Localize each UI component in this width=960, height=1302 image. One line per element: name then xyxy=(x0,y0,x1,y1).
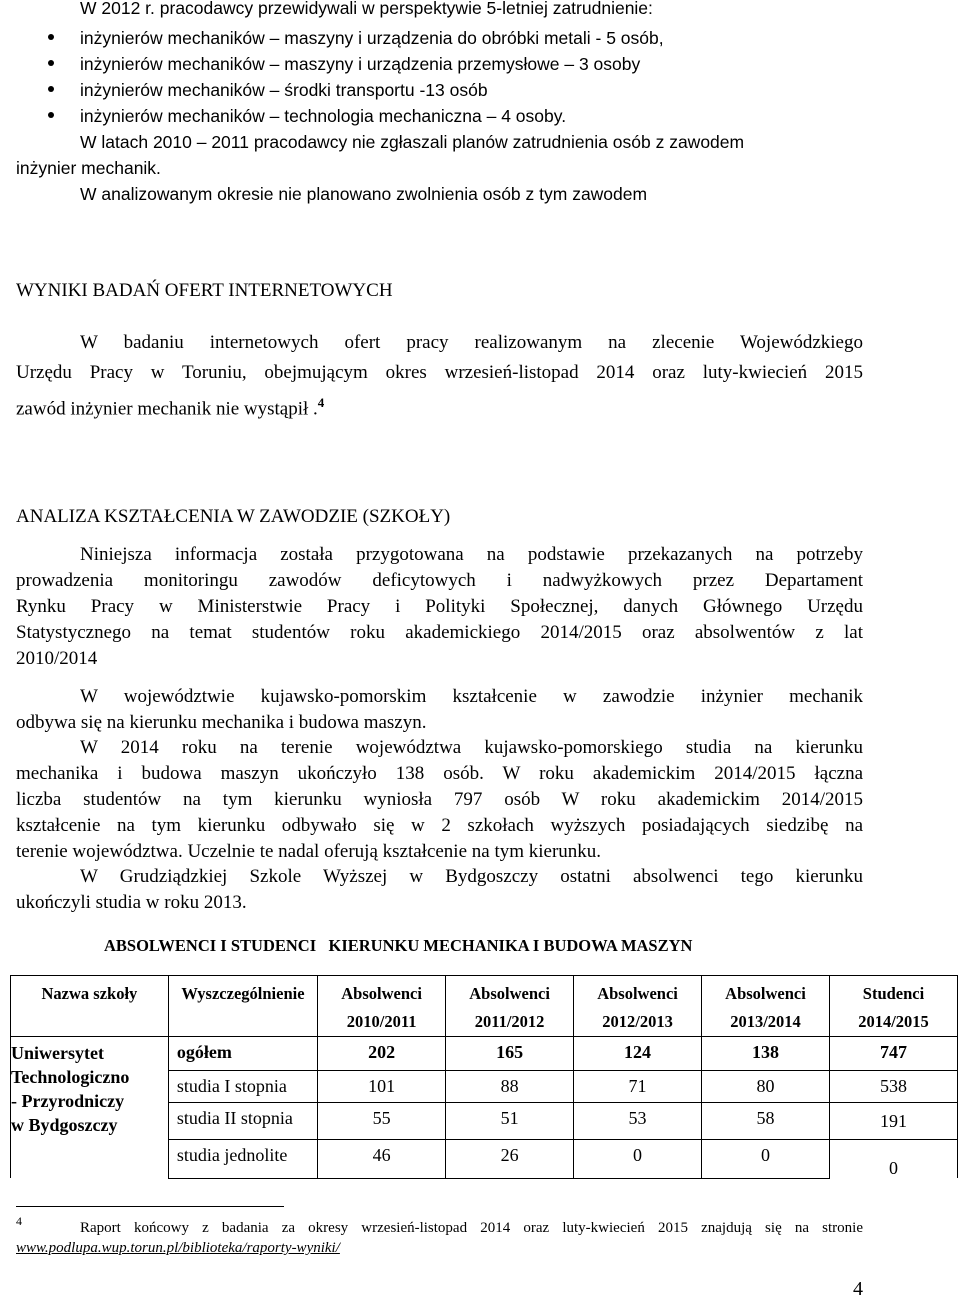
table-cell: 747 xyxy=(830,1037,958,1071)
bullet-icon xyxy=(48,86,54,92)
footnote-number: 4 xyxy=(16,1214,22,1228)
row-label: studia jednolite xyxy=(168,1140,317,1179)
header-cell: Wyszczególnienie xyxy=(168,976,317,1037)
paragraph-line: W badaniu internetowych ofert pracy realizowanym na zlecenie Wojewódzkiego xyxy=(80,332,863,353)
table-cell: 51 xyxy=(446,1103,574,1140)
row-label: ogółem xyxy=(168,1037,317,1071)
paragraph-line: Niniejsza informacja została przygotowana na podstawie przekazanych na potrzeby xyxy=(80,544,863,565)
paragraph-line: Statystycznego na temat studentów roku akademickiego 2014/2015 oraz absolwentów z lat xyxy=(16,622,863,643)
footnote-ref: 4 xyxy=(317,395,325,410)
table-cell: 80 xyxy=(702,1071,830,1103)
bullet-item: inżynierów mechaników – maszyny i urządzenia do obróbki metali - 5 osób, xyxy=(80,28,664,48)
section-heading: WYNIKI BADAŃ OFERT INTERNETOWYCH xyxy=(16,280,393,301)
row-label: studia I stopnia xyxy=(168,1071,317,1103)
paragraph-line: mechanika i budowa maszyn ukończyło 138 osób. W roku akademickim 2014/2015 łączna xyxy=(16,763,863,784)
paragraph-line: ukończyli studia w roku 2013. xyxy=(16,892,247,913)
table-header-row xyxy=(11,976,958,1037)
table-cell: 58 xyxy=(702,1103,830,1140)
footnote-text: Raport końcowy z badania za okresy wrzesień-listopad 2014 oraz luty-kwiecień 2015 znajdują się na stronie xyxy=(80,1220,863,1236)
paragraph-line: terenie województwa. Uczelnie te nadal oferują kształcenie na tym kierunku. xyxy=(16,841,602,862)
table-cell: 88 xyxy=(446,1071,574,1103)
paragraph-line: liczba studentów na tym kierunku wyniosła 797 osób W roku akademickim 2014/2015 xyxy=(16,789,863,810)
paragraph-line xyxy=(16,390,324,422)
page-number: 4 xyxy=(853,1278,863,1300)
intro-line: W 2012 r. pracodawcy przewidywali w perspektywie 5-letniej zatrudnienie: xyxy=(80,0,653,18)
table-cell: 538 xyxy=(830,1071,958,1103)
paragraph-line: prowadzenia monitoringu zawodów deficytowych i nadwyżkowych przez Departament xyxy=(16,570,863,591)
table-cell: 191 xyxy=(830,1103,958,1140)
paragraph-line: W Grudziądzkiej Szkole Wyższej w Bydgoszczy ostatni absolwenci tego kierunku xyxy=(80,866,863,887)
bullet-item: inżynierów mechaników – technologia mechaniczna – 4 osoby. xyxy=(80,106,567,126)
bullet-icon xyxy=(48,112,54,118)
footnote-separator xyxy=(16,1206,284,1207)
school-name: Uniwersytet Technologiczno - Przyrodniczy w Bydgoszczy xyxy=(11,1037,169,1179)
paragraph-line: 2010/2014 xyxy=(16,648,98,669)
header-cell: Absolwenci 2012/2013 xyxy=(574,976,702,1037)
table-cell: 53 xyxy=(574,1103,702,1140)
header-cell: Absolwenci 2011/2012 xyxy=(446,976,574,1037)
paragraph-line: W 2014 roku na terenie województwa kujawsko-pomorskiego studia na kierunku xyxy=(80,737,863,758)
table-cell: 0 xyxy=(574,1140,702,1179)
intro-text: W latach 2010 – 2011 pracodawcy nie zgłaszali planów zatrudnienia osób z zawodem xyxy=(80,132,745,152)
header-cell: Nazwa szkoły xyxy=(11,976,169,1037)
table-cell: 0 xyxy=(702,1140,830,1179)
table-cell: 46 xyxy=(318,1140,446,1179)
table-cell: 26 xyxy=(446,1140,574,1179)
table-row xyxy=(11,1037,958,1071)
intro-text: inżynier mechanik. xyxy=(16,158,161,178)
table-cell: 0 xyxy=(830,1140,958,1179)
table-cell: 55 xyxy=(318,1103,446,1140)
header-cell: Absolwenci 2010/2011 xyxy=(318,976,446,1037)
paragraph-line: kształcenie na tym kierunku odbywało się w 2 szkołach wyższych posiadających siedzibę na xyxy=(16,815,863,836)
graduates-table xyxy=(10,975,958,1179)
header-cell: Absolwenci 2013/2014 xyxy=(702,976,830,1037)
paragraph-text: zawód inżynier mechanik nie wystąpił . xyxy=(16,398,318,420)
paragraph-line: W województwie kujawsko-pomorskim kształcenie w zawodzie inżynier mechanik xyxy=(80,686,863,707)
table-cell: 165 xyxy=(446,1037,574,1071)
header-cell: Studenci 2014/2015 xyxy=(830,976,958,1037)
table-cell: 202 xyxy=(318,1037,446,1071)
row-label: studia II stopnia xyxy=(168,1103,317,1140)
bullet-icon xyxy=(48,60,54,66)
table-cell: 101 xyxy=(318,1071,446,1103)
table-title: ABSOLWENCI I STUDENCI KIERUNKU MECHANIKA I BUDOWA MASZYN xyxy=(104,936,693,955)
bullet-item: inżynierów mechaników – środki transportu -13 osób xyxy=(80,80,488,100)
table-cell: 138 xyxy=(702,1037,830,1071)
intro-text: W analizowanym okresie nie planowano zwolnienia osób z tym zawodem xyxy=(80,184,648,204)
section-heading: ANALIZA KSZTAŁCENIA W ZAWODZIE (SZKOŁY) xyxy=(16,506,451,527)
paragraph-line: Urzędu Pracy w Toruniu, obejmującym okres wrzesień-listopad 2014 oraz luty-kwiecień 2015 xyxy=(16,362,863,383)
table-cell: 124 xyxy=(574,1037,702,1071)
table-cell: 71 xyxy=(574,1071,702,1103)
paragraph-line: Rynku Pracy w Ministerstwie Pracy i Polityki Społecznej, danych Głównego Urzędu xyxy=(16,596,863,617)
footnote-link[interactable]: www.podlupa.wup.torun.pl/biblioteka/raporty-wyniki/ xyxy=(16,1240,340,1256)
paragraph-line: odbywa się na kierunku mechanika i budowa maszyn. xyxy=(16,712,427,733)
bullet-icon xyxy=(48,34,54,40)
bullet-item: inżynierów mechaników – maszyny i urządzenia przemysłowe – 3 osoby xyxy=(80,54,641,74)
